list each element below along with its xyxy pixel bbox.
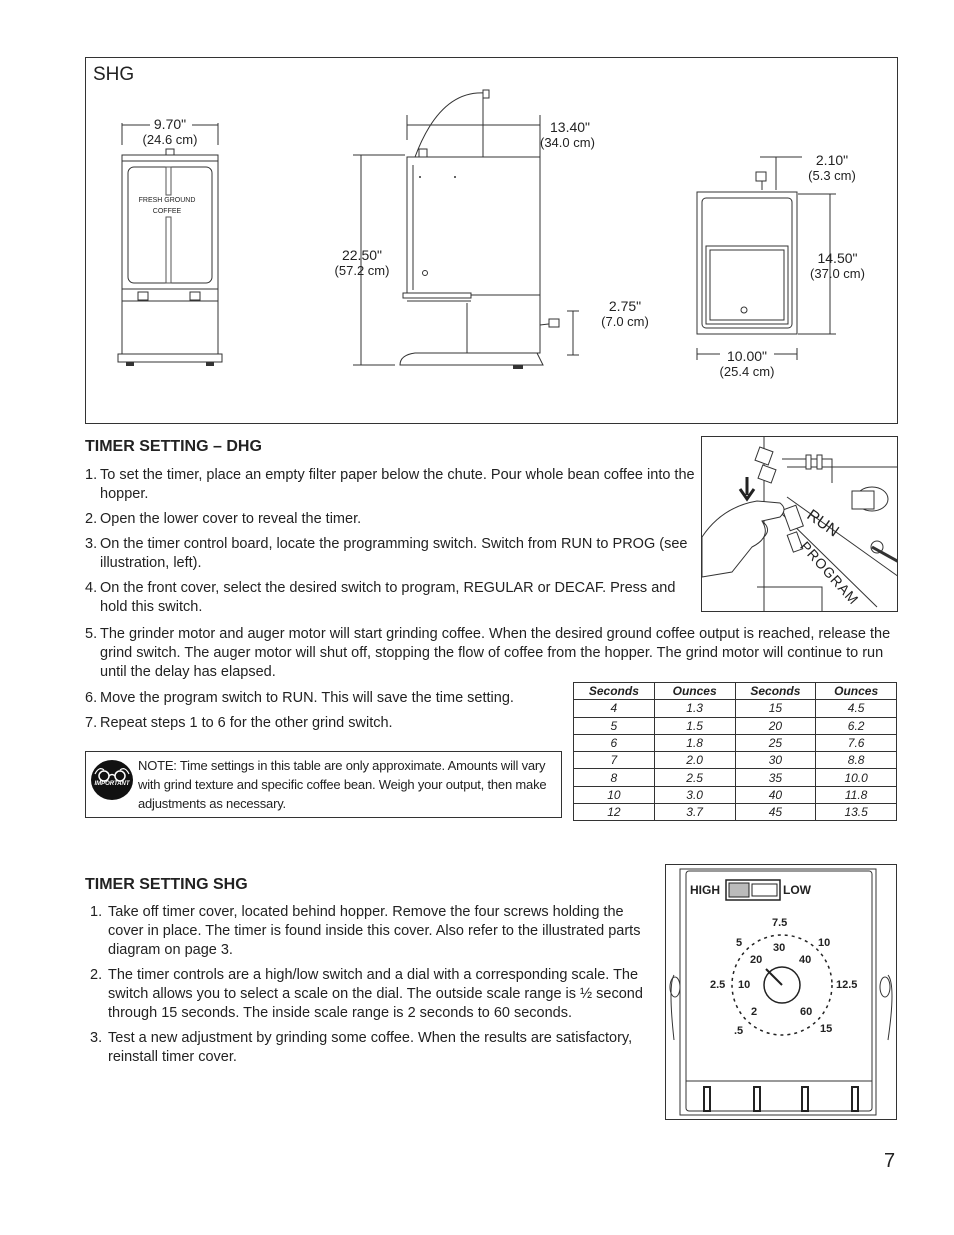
dim-width-right-in: 10.00": [726, 348, 767, 364]
dim-height-in: 22.50": [341, 247, 382, 263]
dial-outer-label: 2.5: [710, 979, 726, 991]
dhg-steps-list-a: [85, 466, 695, 623]
table-row: 4 1.3 15 4.5: [574, 700, 897, 717]
shg-steps-list: [90, 903, 650, 1073]
note-text: NOTE: Time settings in this table are only approximate. Amounts will vary with grind texture and specific coffee bean. Weigh your output, then make adjustments as necessary.: [138, 758, 547, 811]
timer-dial-illustration: [665, 864, 897, 1120]
dim-top-right: [802, 152, 862, 184]
list-item: 7. Repeat steps 1 to 6 for the other grind switch.: [85, 715, 393, 731]
dim-height-right: [800, 250, 875, 282]
dim-depth: [540, 119, 610, 151]
dial-inner-label: 60: [800, 1006, 813, 1018]
dhg-steps-list-c: [85, 689, 565, 739]
dial-outer-label: 7.5: [772, 917, 788, 929]
dial-inner-label: 20: [750, 954, 763, 966]
table-row: 8 2.5 35 10.0: [574, 769, 897, 786]
switch-low-label: LOW: [783, 883, 811, 897]
dim-chute-cm: (7.0 cm): [601, 314, 649, 329]
list-item: 6. Move the program switch to RUN. This will save the time setting.: [85, 690, 514, 706]
dial-outer-label: 15: [820, 1023, 833, 1035]
hopper-label-line2: COFFEE: [152, 208, 182, 215]
dim-depth-cm: (34.0 cm): [540, 135, 595, 150]
dial-inner-label: 2: [751, 1006, 758, 1018]
switch-high-label: HIGH: [690, 883, 720, 897]
table-row: 12 3.7 45 13.5: [574, 804, 897, 821]
list-item: 3. Test a new adjustment by grinding some coffee. When the results are satisfactory, reinstall timer cover.: [90, 1030, 633, 1065]
timer-panel-drawing: [666, 865, 898, 1121]
dim-chute: [590, 298, 660, 330]
table-header: Ounces: [816, 683, 897, 700]
dim-width-right-cm: (25.4 cm): [719, 364, 775, 379]
dial-inner-label: 10: [738, 979, 751, 991]
dim-top-right-cm: (5.3 cm): [808, 168, 856, 183]
dim-width-front-in: 9.70": [153, 116, 187, 132]
important-badge: IMPORTANT: [94, 781, 130, 787]
table-row: 10 3.0 40 11.8: [574, 786, 897, 803]
list-item: 3. On the timer control board, locate the programming switch. Switch from RUN to PROG (see illustration, left).: [85, 536, 688, 571]
hopper-label-line1: FRESH GROUND: [138, 197, 196, 204]
table-header: Seconds: [735, 683, 816, 700]
timer-table: [573, 682, 897, 821]
dim-width-front-cm: (24.6 cm): [142, 132, 198, 147]
section-title-shg: TIMER SETTING SHG: [85, 876, 248, 893]
dim-width-right: [707, 348, 787, 380]
table-header: Seconds: [574, 683, 655, 700]
table-row: 6 1.8 25 7.6: [574, 734, 897, 751]
dial-outer-label: 12.5: [836, 979, 858, 991]
dim-chute-in: 2.75": [608, 298, 642, 314]
dim-height-cm: (57.2 cm): [334, 263, 390, 278]
dial-outer-label: 5: [736, 937, 743, 949]
list-item: 1. Take off timer cover, located behind hopper. Remove the four screws holding the cover in place. The timer is found inside this cover. Also refer to the illustrated parts diagram on page 3.: [90, 904, 641, 958]
list-item: 2. The timer controls are a high/low switch and a dial with a corresponding scale. The switch allows you to select a scale on the dial. The outside scale range is ½ second through 15 seconds. The inside scale range is 2 seconds to 60 seconds.: [90, 967, 643, 1021]
list-item: 1. To set the timer, place an empty filter paper below the chute. Pour whole bean coffee into the hopper.: [85, 467, 695, 502]
important-icon: [90, 758, 134, 802]
program-label: PROGRAM: [797, 538, 863, 608]
dim-width-front: [120, 116, 220, 148]
section-title-dhg: TIMER SETTING – DHG: [85, 438, 262, 455]
dial-inner-label: 40: [799, 954, 812, 966]
front-view-drawing: [110, 115, 230, 370]
dial-outer-label: 10: [818, 937, 831, 949]
list-item: 4. On the front cover, select the desired switch to program, REGULAR or DECAF. Press and hold this switch.: [85, 580, 676, 615]
important-note: [85, 751, 562, 818]
page-number: 7: [884, 1150, 896, 1172]
hand-switch-drawing: [702, 437, 898, 612]
dial-outer-label: .5: [734, 1025, 744, 1037]
diagram-label: SHG: [93, 64, 135, 85]
dhg-steps-list-b: [85, 625, 895, 688]
table-row: 7 2.0 30 8.8: [574, 752, 897, 769]
dim-height-right-in: 14.50": [817, 250, 858, 266]
dial-inner-label: 30: [773, 942, 786, 954]
dim-top-right-in: 2.10": [815, 152, 849, 168]
list-item: 2. Open the lower cover to reveal the timer.: [85, 511, 362, 527]
dim-height: [322, 247, 402, 279]
dim-height-right-cm: (37.0 cm): [810, 266, 865, 281]
list-item: 5. The grinder motor and auger motor will start grinding coffee. When the desired ground coffee output is reached, release the grind switch. The auger motor will shut off, stopping the flow of coffee from the hopper. The grind motor will continue to run until the delay has elapsed.: [85, 626, 891, 680]
table-header: Ounces: [654, 683, 735, 700]
table-row: 5 1.5 20 6.2: [574, 717, 897, 734]
table-header-row: [574, 683, 897, 700]
dim-depth-in: 13.40": [550, 119, 591, 135]
run-label: RUN: [803, 506, 842, 541]
program-switch-illustration: [701, 436, 898, 612]
